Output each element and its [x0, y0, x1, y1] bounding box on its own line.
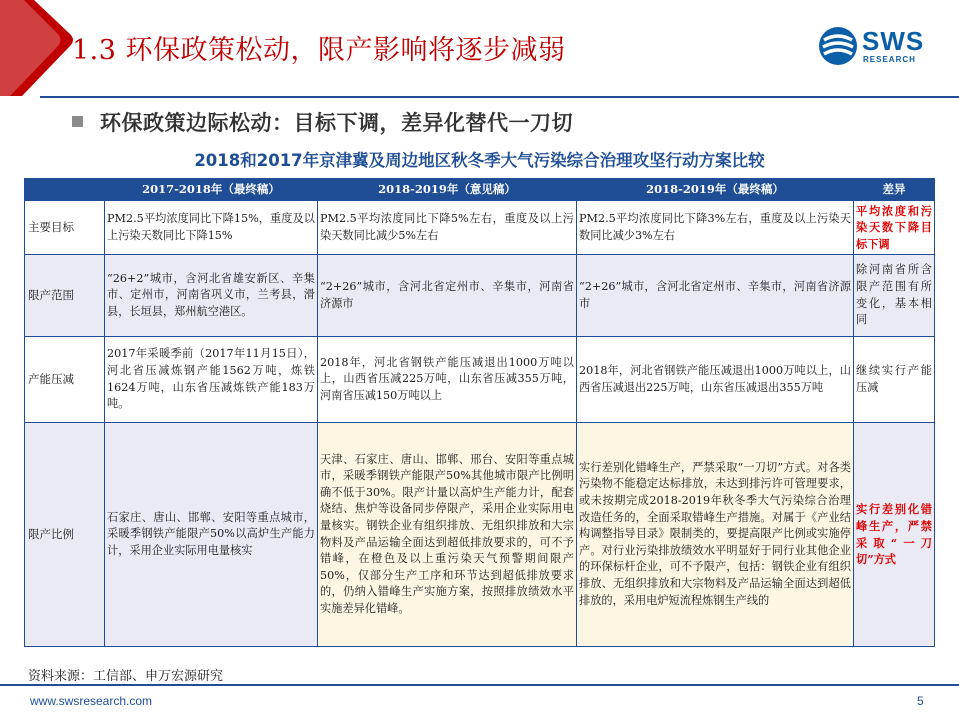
cell-2017-final: 石家庄、唐山、邯郸、安阳等重点城市，采暖季钢铁产能限产50%以高炉生产能力计，采用企业实际用电量核实 — [105, 423, 318, 647]
table-row — [25, 423, 935, 647]
source-note: 资料来源：工信部、申万宏源研究 — [28, 669, 224, 684]
header-cell-2017-final: 2017-2018年（最终稿） — [105, 179, 318, 201]
cell-2018-draft: 天津、石家庄、唐山、邯郸、邢台、安阳等重点城市，采暖季钢铁产能限产50%其他城市限产比例明确不低于30%。限产计量以高炉生产能力计，配套烧结、焦炉等设备同步停限产，采用企业实际用电量核实。钢铁企业有组织排放、无组织排放和大宗物料及产品运输全面达到超低排放要求的，可不予错峰，在橙色及以上重污染天气预警期间限产50%，仅部分生产工序和环节达到超低排放要求的，仍纳入错峰生产实施方案，按照排放绩效水平实施差异化错峰。 — [318, 423, 577, 647]
table-row — [25, 337, 935, 423]
cell-2018-final: 2018年，河北省钢铁产能压减退出1000万吨以上，山西省压减退出225万吨，山东省压减退出355万吨 — [577, 337, 854, 423]
row-label-production-limit: 限产比例 — [25, 423, 105, 647]
cell-2018-draft: 2018年，河北省钢铁产能压减退出1000万吨以上，山西省压减225万吨，山东省压减355万吨，河南省压减150万吨以上 — [318, 337, 577, 423]
section-subtitle: 环保政策边际松动：目标下调，差异化替代一刀切 — [100, 111, 573, 135]
table-row — [25, 201, 935, 255]
header-cell-difference: 差异 — [854, 179, 935, 201]
cell-difference: 实行差别化错峰生产，严禁采取“一刀切”方式 — [854, 423, 935, 647]
row-label-main-goal: 主要目标 — [25, 201, 105, 255]
logo-wordmark: SWS — [862, 26, 925, 56]
table-row — [25, 255, 935, 337]
cell-difference: 除河南省所含限产范围有所变化，基本相同 — [854, 255, 935, 337]
cell-2018-draft: PM2.5平均浓度同比下降5%左右，重度及以上污染天数同比减少5%左右 — [318, 201, 577, 255]
cell-2018-draft: “2+26”城市，含河北省定州市、辛集市，河南省济源市 — [318, 255, 577, 337]
logo-subtitle: RESEARCH — [863, 55, 916, 64]
table-header-row — [25, 179, 935, 201]
cell-2018-final: “2+26”城市，含河北省定州市、辛集市，河南省济源市 — [577, 255, 854, 337]
cell-2017-final: 2017年采暖季前（2017年11月15日），河北省压减炼钢产能1562万吨，炼铁1624万吨，山东省压减炼铁产能183万吨。 — [105, 337, 318, 423]
header-divider — [40, 96, 959, 98]
cell-difference: 平均浓度和污染天数下降目标下调 — [854, 201, 935, 255]
bullet-square-icon — [72, 116, 83, 127]
footer-divider — [0, 684, 959, 686]
header-cell-2018-final: 2018-2019年（最终稿） — [577, 179, 854, 201]
comparison-table — [24, 178, 935, 647]
cell-difference: 继续实行产能压减 — [854, 337, 935, 423]
cell-2017-final: PM2.5平均浓度同比下降15%，重度及以上污染天数同比下降15% — [105, 201, 318, 255]
header-cell-blank — [25, 179, 105, 201]
cell-2018-final: PM2.5平均浓度同比下降3%左右，重度及以上污染天数同比减少3%左右 — [577, 201, 854, 255]
sws-logo — [818, 26, 942, 66]
header-accent-shape — [0, 0, 80, 98]
page-number: 5 — [917, 694, 924, 708]
sws-logo-mark-icon — [818, 26, 858, 66]
slide-title: 1.3 环保政策松动，限产影响将逐步减弱 — [72, 35, 566, 66]
cell-2018-final: 实行差别化错峰生产，严禁采取“一刀切”方式。对各类污染物不能稳定达标排放，未达到排污许可管理要求，或未按期完成2018-2019年秋冬季大气污染综合治理改造任务的，全面采取错峰生产措施。对属于《产业结构调整指导目录》限制类的，要提高限产比例或实施停产。对行业污染排放绩效水平明显好于同行业其他企业的环保标杆企业，可不予限产，包括：钢铁企业有组织排放、无组织排放和大宗物料及产品运输全面达到超低排放的，采用电炉短流程炼钢生产线的 — [577, 423, 854, 647]
header-cell-2018-draft: 2018-2019年（意见稿） — [318, 179, 577, 201]
row-label-scope: 限产范围 — [25, 255, 105, 337]
table-title: 2018和2017年京津冀及周边地区秋冬季大气污染综合治理攻坚行动方案比较 — [194, 151, 765, 170]
cell-2017-final: “26+2”城市，含河北省雄安新区、辛集市、定州市，河南省巩义市，兰考县，滑县，长垣县，郑州航空港区。 — [105, 255, 318, 337]
row-label-capacity-cut: 产能压减 — [25, 337, 105, 423]
footer-website-link[interactable]: www.swsresearch.com — [30, 694, 153, 708]
